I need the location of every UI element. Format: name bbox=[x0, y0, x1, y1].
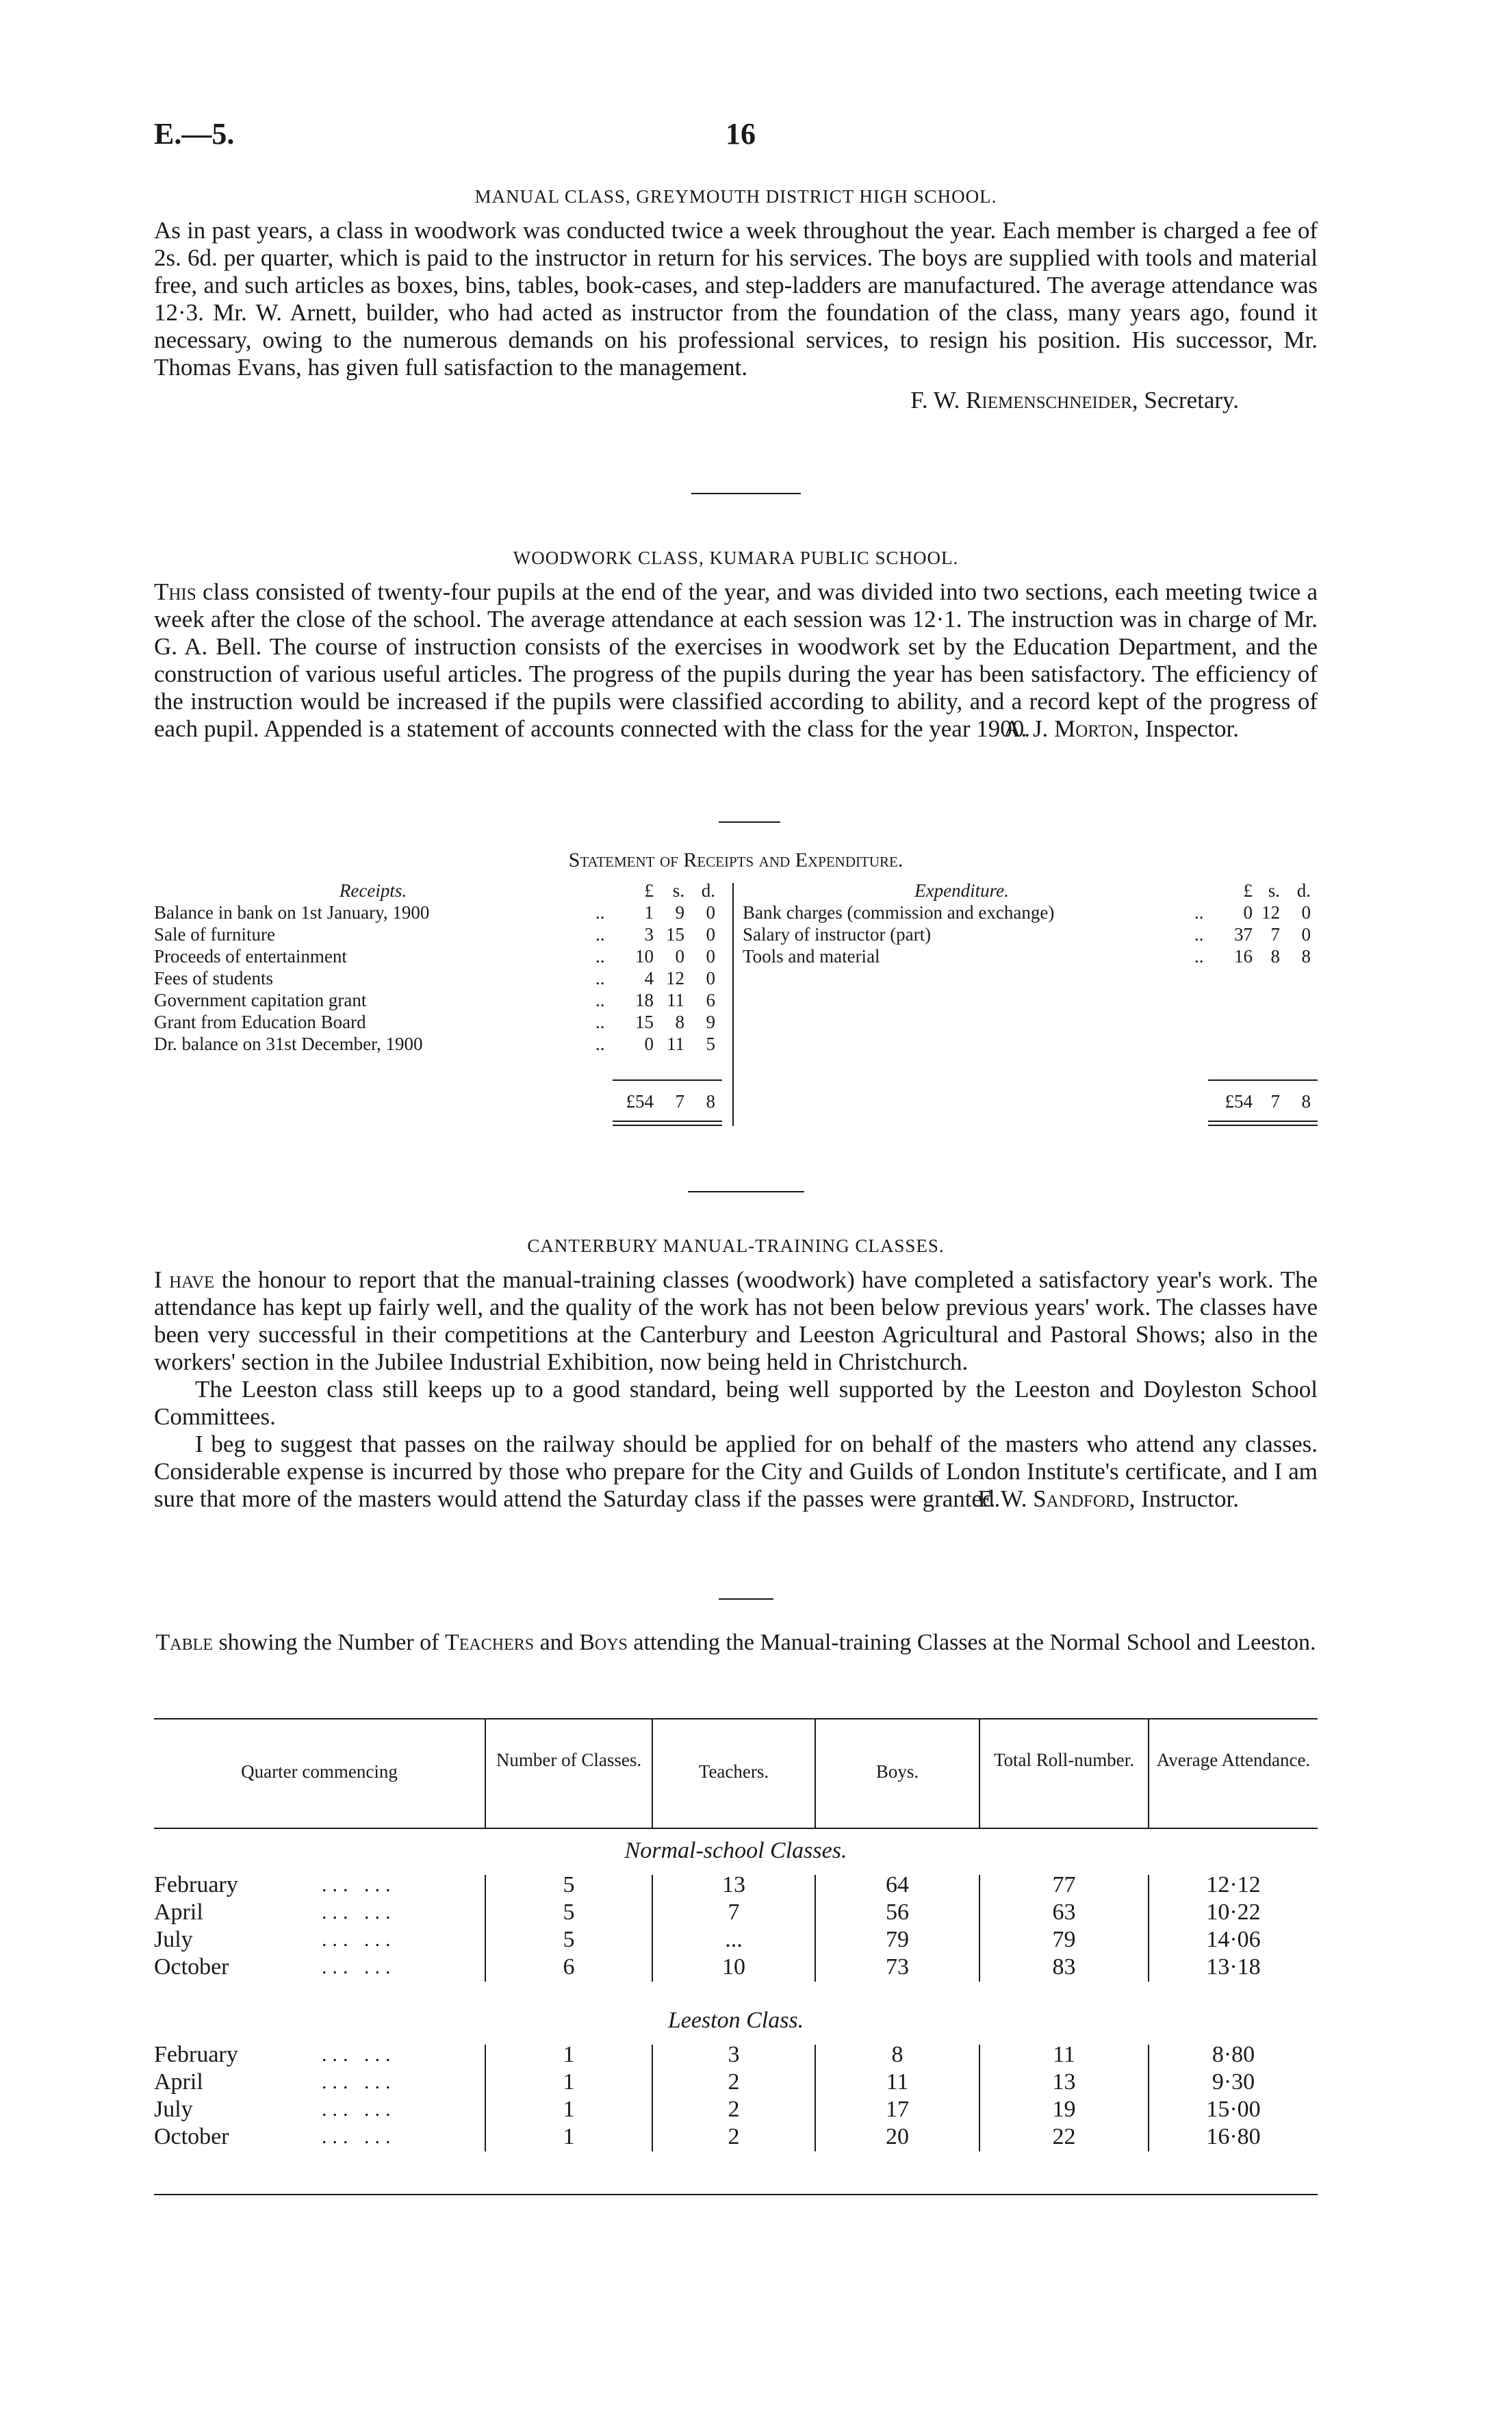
canterbury-signature-name: F. W. Sandford, bbox=[977, 1485, 1136, 1512]
receipts-s: 11 bbox=[667, 1034, 684, 1054]
greymouth-signature-role: Secretary. bbox=[1144, 387, 1239, 413]
section-divider bbox=[688, 1191, 804, 1192]
table-cell-roll: 83 bbox=[1052, 1954, 1076, 1980]
receipts-total-shillings: 7 bbox=[675, 1091, 684, 1112]
table-top-rule bbox=[154, 1718, 1318, 1719]
canterbury-para-2: The Leeston class still keeps up to a good standard, being well supported by the Leeston and Doyleston School Committees. bbox=[154, 1376, 1318, 1430]
table-cell-classes: 1 bbox=[563, 2069, 575, 2095]
greymouth-signature-name: F. W. Riemenschneider, bbox=[910, 387, 1138, 413]
column-divider bbox=[1148, 1875, 1149, 1982]
table-row-leader: ... ... bbox=[322, 1956, 396, 1978]
table-cell-teachers: 3 bbox=[728, 2042, 740, 2067]
column-divider bbox=[979, 1718, 980, 1828]
table-cell-classes: 5 bbox=[563, 1927, 575, 1952]
receipts-leader: .. bbox=[595, 968, 605, 988]
table-cell-roll: 77 bbox=[1052, 1872, 1076, 1897]
pence-column-heading: d. bbox=[1296, 880, 1311, 901]
table-cell-average: 15·00 bbox=[1206, 2097, 1261, 2122]
receipts-label: Fees of students bbox=[154, 968, 273, 988]
table-cell-teachers: 7 bbox=[728, 1900, 740, 1925]
expenditure-total-pounds: £54 bbox=[1225, 1091, 1253, 1112]
table-cell-boys: 17 bbox=[886, 2097, 909, 2122]
receipts-pounds: 15 bbox=[635, 1012, 654, 1032]
expenditure-d: 0 bbox=[1301, 924, 1311, 945]
kumara-title: WOODWORK CLASS, KUMARA PUBLIC SCHOOL. bbox=[513, 548, 959, 568]
expenditure-total-row bbox=[743, 1090, 1318, 1112]
kumara-section bbox=[154, 548, 1318, 743]
table-bottom-rule bbox=[154, 2194, 1318, 2195]
table-cell-roll: 13 bbox=[1052, 2069, 1076, 2095]
receipts-s: 8 bbox=[675, 1012, 684, 1032]
header-roll: Total Roll-number. bbox=[993, 1750, 1135, 1770]
table-row-leader: ... ... bbox=[322, 1874, 396, 1896]
receipts-pounds: 10 bbox=[635, 946, 654, 967]
receipts-pounds: 3 bbox=[644, 924, 654, 945]
receipts-pounds: 1 bbox=[644, 902, 654, 923]
receipts-leader: .. bbox=[595, 924, 605, 945]
shilling-column-heading: s. bbox=[672, 880, 684, 901]
expenditure-row bbox=[743, 923, 1318, 945]
expenditure-leader: .. bbox=[1194, 946, 1204, 967]
table-caption bbox=[154, 1629, 1318, 1657]
table-cell-roll: 19 bbox=[1052, 2097, 1076, 2122]
receipts-label: Sale of furniture bbox=[154, 924, 275, 945]
table-cell-classes: 1 bbox=[563, 2124, 575, 2149]
header-teachers: Teachers. bbox=[698, 1761, 769, 1782]
receipts-leader: .. bbox=[595, 1034, 605, 1054]
expenditure-row bbox=[743, 945, 1318, 967]
page-number: 16 bbox=[726, 117, 756, 151]
receipts-s: 12 bbox=[666, 968, 684, 988]
canterbury-title: CANTERBURY MANUAL-TRAINING CLASSES. bbox=[527, 1236, 945, 1256]
expenditure-d: 8 bbox=[1301, 946, 1311, 967]
table-row-quarter: April bbox=[154, 1900, 203, 1925]
receipts-double-rule-top bbox=[613, 1121, 722, 1122]
receipts-leader: .. bbox=[595, 990, 605, 1010]
receipts-d: 9 bbox=[706, 1012, 715, 1032]
caption-table-word: Table bbox=[155, 1630, 213, 1655]
table-cell-classes: 6 bbox=[563, 1954, 575, 1980]
table-cell-average: 16·80 bbox=[1206, 2124, 1261, 2149]
caption-boys: Boys bbox=[579, 1630, 628, 1655]
expenditure-total-pence: 8 bbox=[1301, 1091, 1311, 1112]
receipts-leader: .. bbox=[595, 946, 605, 967]
canterbury-para-1 bbox=[154, 1266, 1318, 1376]
expenditure-pounds: 16 bbox=[1234, 946, 1253, 967]
table-cell-average: 14·06 bbox=[1206, 1927, 1261, 1952]
page-header bbox=[154, 116, 1320, 157]
receipts-d: 0 bbox=[706, 902, 715, 923]
receipts-d: 5 bbox=[706, 1034, 715, 1054]
statement-column-divider bbox=[732, 883, 734, 1126]
canterbury-lead: I have bbox=[154, 1266, 215, 1293]
expenditure-label: Bank charges (commission and exchange) bbox=[743, 902, 1055, 923]
header-quarter: Quarter commencing bbox=[241, 1761, 398, 1782]
table-cell-boys: 73 bbox=[886, 1954, 909, 1980]
table-cell-average: 9·30 bbox=[1212, 2069, 1255, 2095]
table-cell-teachers: 2 bbox=[728, 2069, 740, 2095]
section-divider bbox=[719, 821, 780, 823]
caption-text: and bbox=[539, 1630, 574, 1655]
receipts-s: 11 bbox=[667, 990, 684, 1010]
greymouth-signature bbox=[154, 387, 1318, 414]
expenditure-leader: .. bbox=[1194, 924, 1204, 945]
table-cell-classes: 1 bbox=[563, 2042, 575, 2067]
column-divider bbox=[1148, 2045, 1149, 2151]
table-row-quarter: October bbox=[154, 1954, 229, 1980]
receipts-row bbox=[154, 1033, 743, 1055]
column-divider bbox=[485, 1875, 486, 1982]
column-divider bbox=[815, 2045, 816, 2151]
table-row-leader: ... ... bbox=[322, 1901, 396, 1923]
expenditure-heading: Expenditure. bbox=[914, 880, 1009, 901]
receipts-row bbox=[154, 901, 743, 923]
expenditure-pounds: 0 bbox=[1243, 902, 1253, 923]
table-row-leader: ... ... bbox=[322, 2125, 396, 2148]
table-cell-boys: 8 bbox=[891, 2042, 904, 2067]
pound-column-heading: £ bbox=[644, 880, 654, 901]
expenditure-heading-row bbox=[743, 880, 1318, 901]
caption-teachers: Teachers bbox=[444, 1630, 535, 1655]
table-cell-average: 12·12 bbox=[1206, 1872, 1261, 1897]
table-cell-roll: 79 bbox=[1052, 1927, 1076, 1952]
receipts-row bbox=[154, 989, 743, 1011]
section-divider bbox=[691, 493, 801, 494]
header-boys: Boys. bbox=[875, 1761, 919, 1782]
table-cell-boys: 11 bbox=[886, 2069, 909, 2095]
receipts-d: 6 bbox=[706, 990, 715, 1010]
receipts-rows bbox=[154, 901, 743, 1055]
column-divider bbox=[815, 1875, 816, 1982]
greymouth-section bbox=[154, 186, 1318, 414]
receipts-label: Balance in bank on 1st January, 1900 bbox=[154, 902, 430, 923]
table-cell-roll: 11 bbox=[1053, 2042, 1075, 2067]
expenditure-s: 12 bbox=[1261, 902, 1280, 923]
canterbury-para-1-text: the honour to report that the manual-training classes (woodwork) have completed a satisfactory year's work. The attendance has kept up fairly well, and the quality of the work has not been below previous years' work. The classes have been very successful in their competitions at the Canterbury and Leeston Agricultural and Pastoral Shows; also in the workers' section in the Jubilee Industrial Exhibition, now being held in Christchurch. bbox=[154, 1266, 1318, 1375]
table-row-leader: ... ... bbox=[322, 2071, 396, 2093]
receipts-row bbox=[154, 1011, 743, 1033]
receipts-double-rule-bottom bbox=[613, 1125, 722, 1126]
table-row-leader: ... ... bbox=[322, 1928, 396, 1951]
receipts-d: 0 bbox=[706, 968, 715, 988]
table-row-quarter: July bbox=[154, 1927, 193, 1952]
expenditure-s: 8 bbox=[1270, 946, 1280, 967]
statement-title: Statement of Receipts and Expenditure. bbox=[568, 849, 904, 871]
table-cell-boys: 56 bbox=[886, 1900, 909, 1925]
table-cell-average: 8·80 bbox=[1212, 2042, 1255, 2067]
table-group-heading: Normal-school Classes. bbox=[624, 1838, 847, 1863]
table-row-leader: ... ... bbox=[322, 2043, 396, 2066]
table-row-leader: ... ... bbox=[322, 2098, 396, 2121]
table-cell-boys: 20 bbox=[886, 2124, 909, 2149]
canterbury-section bbox=[154, 1236, 1318, 1513]
receipts-d: 0 bbox=[706, 946, 715, 967]
header-average: Average Attendance. bbox=[1156, 1750, 1311, 1770]
receipts-pounds: 4 bbox=[644, 968, 654, 988]
column-divider bbox=[652, 1875, 653, 1982]
table-row-quarter: February bbox=[154, 2042, 238, 2067]
column-divider bbox=[652, 2045, 653, 2151]
expenditure-double-rule-top bbox=[1208, 1121, 1318, 1122]
table-cell-teachers: 13 bbox=[722, 1872, 745, 1897]
table-cell-teachers: ... bbox=[725, 1927, 743, 1952]
table-cell-boys: 64 bbox=[886, 1872, 909, 1897]
column-divider bbox=[1148, 1718, 1149, 1828]
caption-text: attending the Manual-training Classes at the Normal School and Leeston. bbox=[633, 1630, 1316, 1655]
table-cell-roll: 22 bbox=[1052, 2124, 1076, 2149]
table-group-heading: Leeston Class. bbox=[667, 2008, 804, 2033]
expenditure-rows bbox=[743, 901, 1318, 967]
expenditure-leader: .. bbox=[1194, 902, 1204, 923]
table-row-quarter: February bbox=[154, 1872, 238, 1897]
table-cell-average: 10·22 bbox=[1206, 1900, 1261, 1925]
kumara-lead: This bbox=[154, 578, 196, 605]
receipts-label: Grant from Education Board bbox=[154, 1012, 366, 1032]
expenditure-label: Salary of instructor (part) bbox=[743, 924, 932, 945]
receipts-total-pence: 8 bbox=[706, 1091, 715, 1112]
expenditure-total-shillings: 7 bbox=[1270, 1091, 1280, 1112]
table-cell-roll: 63 bbox=[1052, 1900, 1076, 1925]
receipts-heading-row bbox=[154, 880, 743, 901]
kumara-body-text: class consisted of twenty-four pupils at the end of the year, and was divided into two sections, each meeting twice a week after the close of the school. The average attendance at each session was 12·1. The instruction was in charge of Mr. G. A. Bell. The course of instruction consists of the exercises in woodwork set by the Education Department, and the construction of various useful articles. The progress of the pupils during the year has been satisfactory. The efficiency of the instruction would be increased if the pupils were classified according to ability, and a record kept of the progress of each pupil. Appended is a statement of accounts connected with the class for the year 1900. bbox=[154, 578, 1318, 742]
document-reference: E.—5. bbox=[154, 117, 235, 151]
receipts-row bbox=[154, 967, 743, 989]
expenditure-subtotal-rule bbox=[1208, 1079, 1318, 1081]
attendance-table bbox=[154, 1698, 1318, 2197]
expenditure-row bbox=[743, 901, 1318, 923]
table-cell-teachers: 2 bbox=[728, 2124, 740, 2149]
expenditure-double-rule-bottom bbox=[1208, 1125, 1318, 1126]
receipts-pounds: 18 bbox=[635, 990, 654, 1010]
column-divider bbox=[979, 2045, 980, 2151]
caption-text: showing the Number of bbox=[218, 1630, 439, 1655]
table-row-quarter: April bbox=[154, 2069, 203, 2095]
header-classes: Number of Classes. bbox=[496, 1750, 642, 1770]
table-cell-teachers: 2 bbox=[728, 2097, 740, 2122]
pence-column-heading: d. bbox=[701, 880, 715, 901]
greymouth-title: MANUAL CLASS, GREYMOUTH DISTRICT HIGH SCHOOL. bbox=[474, 186, 997, 207]
receipts-column bbox=[154, 880, 743, 1112]
kumara-signature-role: Inspector. bbox=[1144, 715, 1239, 742]
receipts-s: 15 bbox=[666, 924, 684, 945]
shilling-column-heading: s. bbox=[1268, 880, 1280, 901]
table-cell-teachers: 10 bbox=[722, 1954, 745, 1980]
expenditure-d: 0 bbox=[1301, 902, 1311, 923]
canterbury-signature-role: Instructor. bbox=[1141, 1485, 1239, 1512]
receipts-s: 0 bbox=[675, 946, 684, 967]
greymouth-body: As in past years, a class in woodwork was conducted twice a week throughout the year. Each member is charged a fee of 2s. 6d. per quarter, which is paid to the instructor in return for his services. The boys are supplied with tools and material free, and such articles as boxes, bins, tables, book-cases, and step-ladders are manufactured. The average attendance was 12·3. Mr. W. Arnett, builder, who had acted as instructor from the foundation of the class, many years ago, found it necessary, owing to the numerous demands on his professional services, to resign his position. His successor, Mr. Thomas Evans, has given full satisfaction to the management. bbox=[154, 217, 1318, 381]
receipts-total-pounds: £54 bbox=[626, 1091, 654, 1112]
table-cell-average: 13·18 bbox=[1206, 1954, 1261, 1980]
receipts-label: Proceeds of entertainment bbox=[154, 946, 347, 967]
receipts-leader: .. bbox=[595, 1012, 605, 1032]
expenditure-pounds: 37 bbox=[1234, 924, 1253, 945]
receipts-row bbox=[154, 945, 743, 967]
receipts-total-row bbox=[154, 1090, 743, 1112]
table-cell-boys: 79 bbox=[886, 1927, 909, 1952]
receipts-leader: .. bbox=[595, 902, 605, 923]
canterbury-para-3: I beg to suggest that passes on the railway should be applied for on behalf of the masters who attend any classes. Considerable expense is incurred by those who prepare for the City and Guilds of London Institute's certificate, and I am sure that more of the masters would attend the Saturday class if the passes were granted. bbox=[154, 1431, 1318, 1512]
table-row-quarter: July bbox=[154, 2097, 193, 2122]
column-divider bbox=[485, 1718, 486, 1828]
receipts-label: Government capitation grant bbox=[154, 990, 367, 1010]
receipts-row bbox=[154, 923, 743, 945]
receipts-subtotal-rule bbox=[613, 1079, 722, 1081]
receipts-s: 9 bbox=[675, 902, 684, 923]
table-cell-classes: 1 bbox=[563, 2097, 575, 2122]
receipts-heading: Receipts. bbox=[339, 880, 407, 901]
receipts-pounds: 0 bbox=[644, 1034, 654, 1054]
table-header-rule bbox=[154, 1828, 1318, 1829]
receipts-label: Dr. balance on 31st December, 1900 bbox=[154, 1034, 423, 1054]
table-cell-classes: 5 bbox=[563, 1872, 575, 1897]
section-divider bbox=[719, 1598, 773, 1600]
table-cell-classes: 5 bbox=[563, 1900, 575, 1925]
expenditure-label: Tools and material bbox=[743, 946, 880, 967]
kumara-signature-name: A. J. Morton, bbox=[1003, 715, 1140, 742]
expenditure-s: 7 bbox=[1270, 924, 1280, 945]
pound-column-heading: £ bbox=[1243, 880, 1253, 901]
expenditure-column bbox=[743, 880, 1318, 1112]
table-row-quarter: October bbox=[154, 2124, 229, 2149]
column-divider bbox=[979, 1875, 980, 1982]
receipts-d: 0 bbox=[706, 924, 715, 945]
column-divider bbox=[485, 2045, 486, 2151]
